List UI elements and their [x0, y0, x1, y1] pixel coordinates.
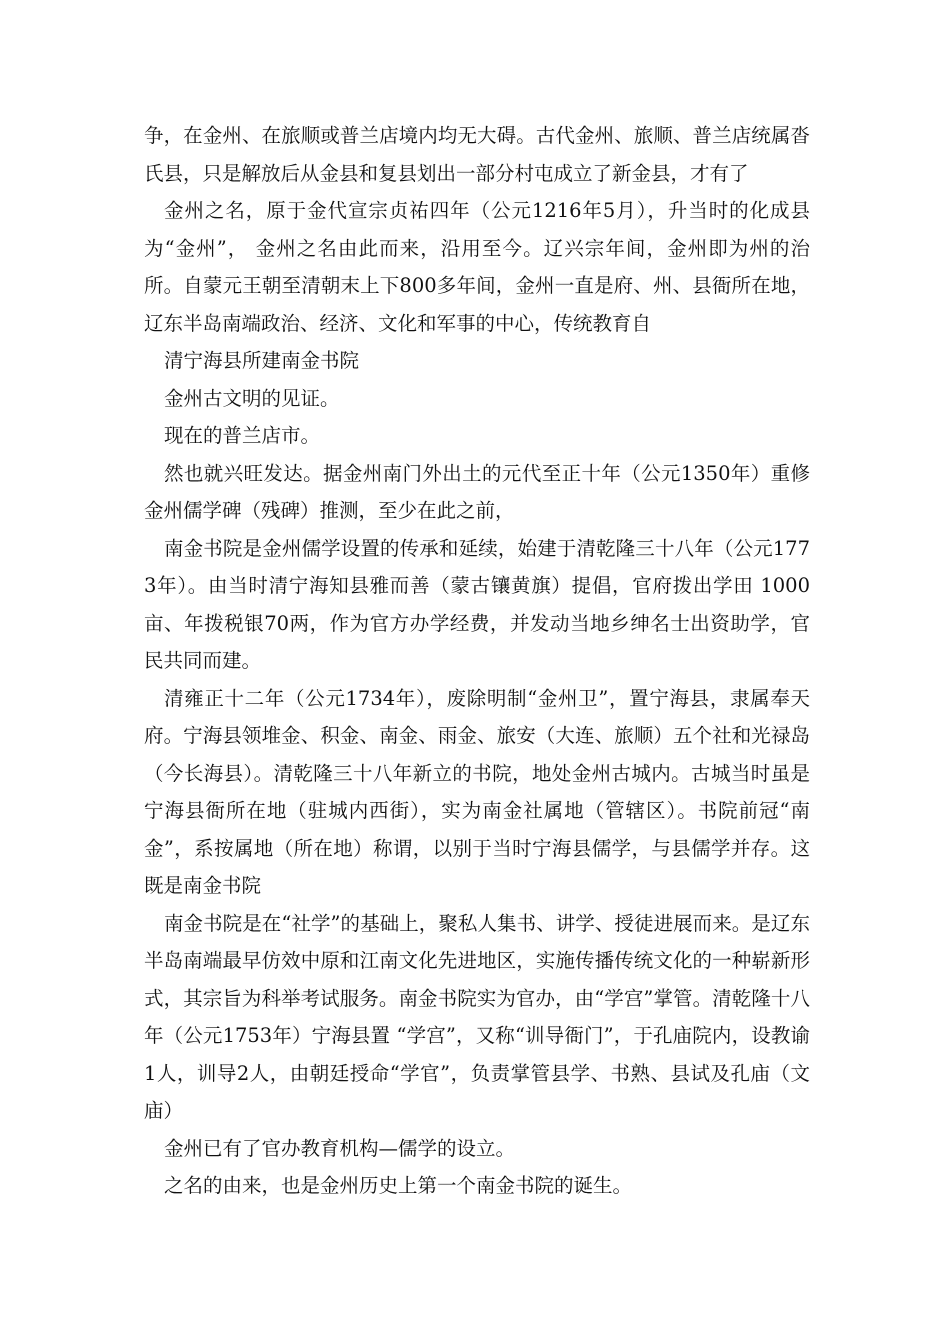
document-body: [144, 117, 810, 1205]
paragraph-1: 争，在金州、在旅顺或普兰店境内均无大碍。古代金州、旅顺、普兰店统属沓氏县，只是解放后从金县和复县划出一部分村屯成立了新金县，才有了: [144, 124, 810, 185]
paragraph-11: 之名的由来，也是金州历史上第一个南金书院的诞生。: [164, 1174, 633, 1197]
paragraph-6: 然也就兴旺发达。据金州南门外出土的元代至正十年（公元1350年）重修金州儒学碑（残碑）推测，至少在此之前，: [144, 461, 810, 522]
paragraph-7: 南金书院是金州儒学设置的传承和延续，始建于清乾隆三十八年（公元1773年）。由当时清宁海知县雅而善（蒙古镶黄旗）提倡，官府拨出学田 1000亩、年拨税银70两，作为官方办学经费，并发动当地乡绅名士出资助学，官民共同而建。: [144, 536, 810, 672]
paragraph-8: 清雍正十二年（公元1734年），废除明制“金州卫”，置宁海县，隶属奉天府。宁海县领堆金、积金、南金、雨金、旅安（大连、旅顺）五个社和光禄岛（今长海县）。清乾隆三十八年新立的书院，地处金州古城内。古城当时虽是宁海县衙所在地（驻城内西街），实为南金社属地（管辖区）。书院前冠“南金”，系按属地（所在地）称谓，以别于当时宁海县儒学，与县儒学并存。这既是南金书院: [144, 686, 810, 897]
paragraph-2: 金州之名，原于金代宣宗贞祐四年（公元1216年5月），升当时的化成县为“金州”， 金州之名由此而来，沿用至今。辽兴宗年间，金州即为州的治所。自蒙元王朝至清朝末上下800多年间，金州一直是府、州、县衙所在地，辽东半岛南端政治、经济、文化和军事的中心，传统教育自: [144, 199, 810, 335]
paragraph-3: 清宁海县所建南金书院: [164, 349, 360, 372]
paragraph-9: 南金书院是在“社学”的基础上，聚私人集书、讲学、授徒进展而来。是辽东半岛南端最早仿效中原和江南文化先进地区，实施传播传统文化的一种崭新形式，其宗旨为科举考试服务。南金书院实为官办，由“学宫”掌管。清乾隆十八年（公元1753年）宁海县置 “学宫”，又称“训导衙门”，于孔庙院内，设教谕1人，训导2人，由朝廷授命“学官”，负责掌管县学、书熟、县试及孔庙（文庙）: [144, 911, 810, 1122]
paragraph-5: 现在的普兰店市。: [164, 424, 321, 447]
paragraph-10: 金州已有了官办教育机构—儒学的设立。: [164, 1136, 516, 1160]
paragraph-4: 金州古文明的见证。: [164, 386, 340, 410]
